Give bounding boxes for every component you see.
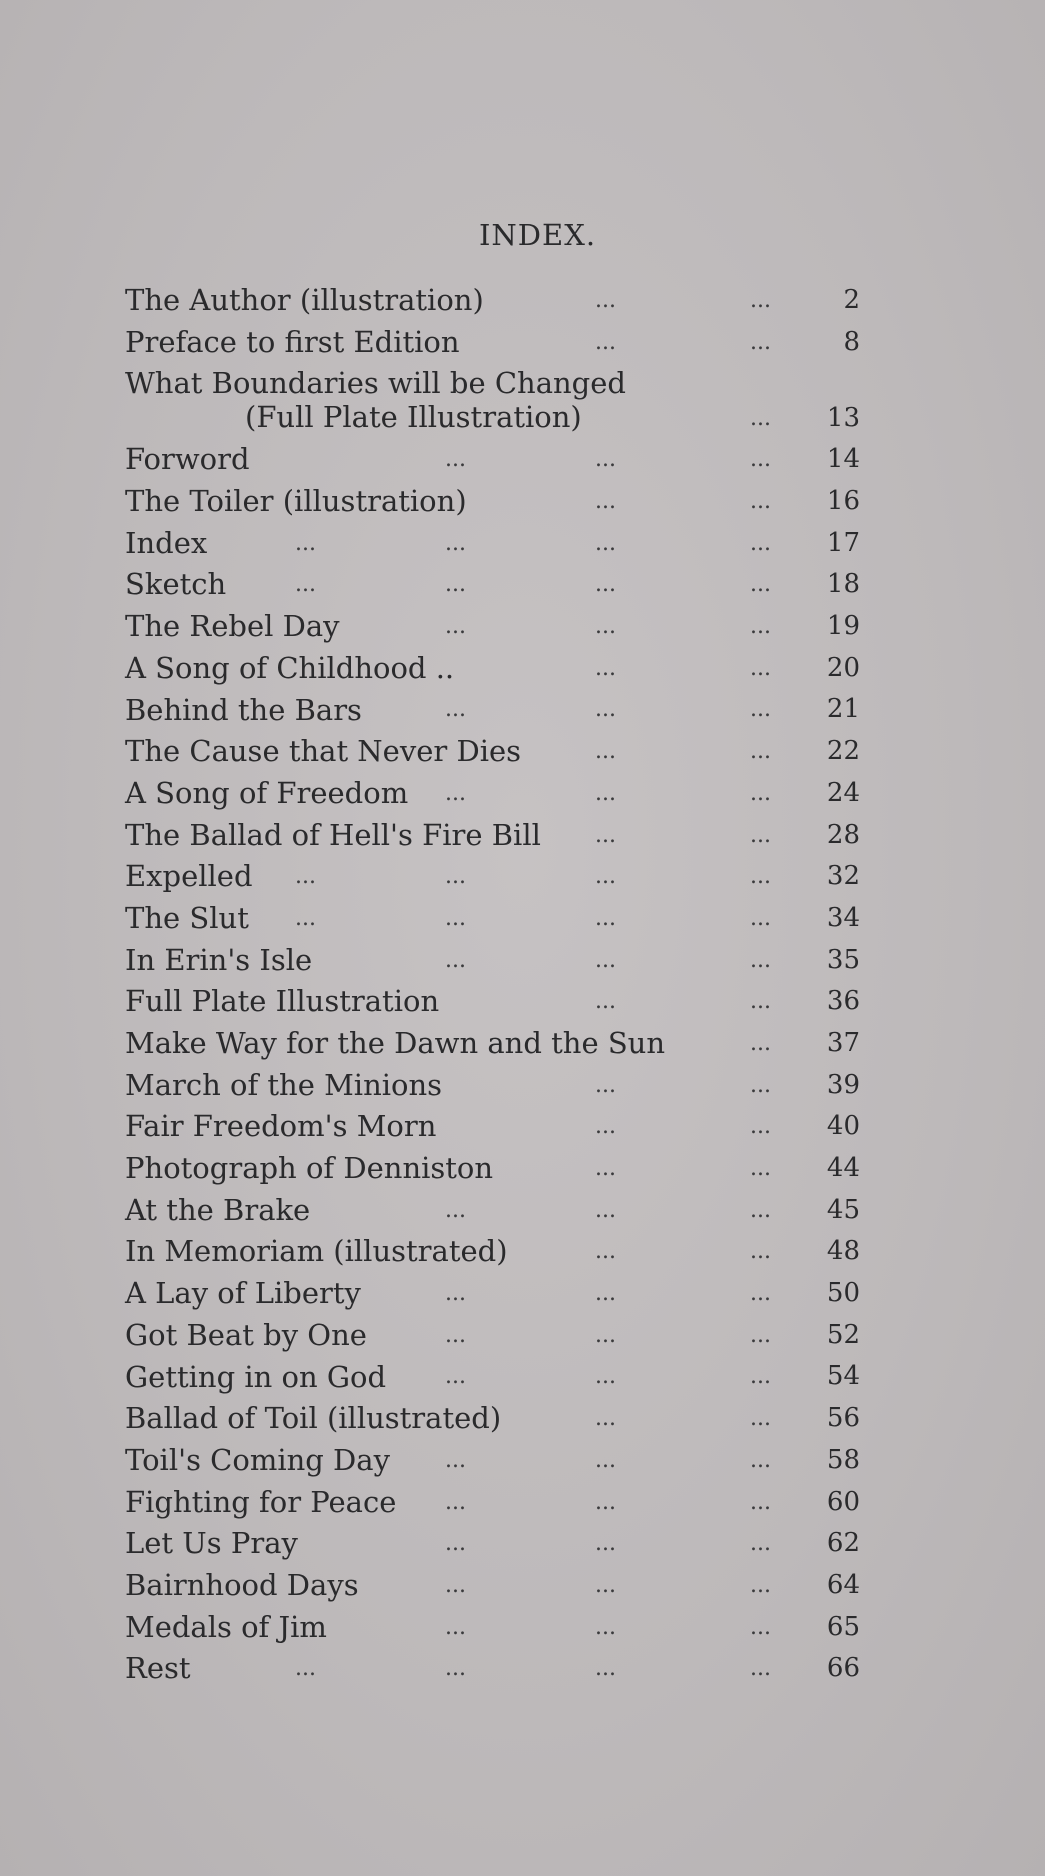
entry-title-text: Medals of Jim — [125, 1609, 327, 1644]
leader-dots: ... — [595, 530, 616, 556]
entry-title-text: Got Beat by One — [125, 1317, 367, 1352]
entry-title-text: At the Brake — [125, 1192, 311, 1227]
leader-dots: ... — [595, 1156, 616, 1182]
entry-title-text: Toil's Coming Day — [125, 1442, 390, 1477]
entry-title — [125, 731, 521, 773]
entry-title-text: What Boundaries will be Changed — [125, 366, 626, 401]
entry-title-text: Full Plate Illustration — [125, 984, 440, 1019]
leader-dots: ... — [595, 1281, 616, 1307]
leader-dots: ... — [595, 905, 616, 931]
leader-dots: ... — [445, 947, 466, 973]
page-number: 45 — [826, 1194, 860, 1225]
entry-title — [125, 1648, 191, 1690]
index-entry — [125, 1482, 860, 1524]
leader-dots: ... — [750, 1531, 771, 1557]
entry-title — [125, 1106, 436, 1148]
leader-dots: ... — [445, 614, 466, 640]
entry-title-text: Make Way for the Dawn and the Sun — [125, 1026, 666, 1060]
page-number: 48 — [826, 1236, 860, 1267]
leader-dots: ... — [750, 1239, 771, 1265]
entry-title-text: The Ballad of Hell's Fire Bill — [125, 817, 541, 852]
entry-subtitle: (Full Plate Illustration) — [245, 400, 582, 435]
leader-dots: ... — [445, 1531, 466, 1557]
page-number: 64 — [826, 1569, 860, 1600]
index-entry — [125, 523, 860, 565]
leader-dots: ... — [445, 864, 466, 890]
leader-dots: ... — [750, 739, 771, 765]
leader-dots: ... — [445, 530, 466, 556]
leader-dots: ... — [595, 1114, 616, 1140]
leader-dots: ... — [595, 1447, 616, 1473]
entry-title — [125, 1315, 367, 1357]
entry-title-text: The Author (illustration) — [125, 283, 484, 317]
entry-title — [125, 280, 484, 322]
index-entry — [125, 1148, 860, 1190]
leader-dots: ... — [750, 780, 771, 806]
page-number: 36 — [826, 986, 860, 1017]
leader-dots: ... — [595, 1072, 616, 1098]
leader-dots: ... — [295, 864, 316, 890]
leader-dots: ... — [750, 1614, 771, 1640]
entry-title-text: A Lay of Liberty — [125, 1276, 361, 1311]
entry-title-text: Getting in on God — [125, 1359, 387, 1394]
page-number: 18 — [826, 569, 860, 600]
leader-dots: ... — [750, 1114, 771, 1140]
index-entry — [125, 898, 860, 940]
leader-dots: ... — [750, 405, 771, 431]
leader-dots: ... — [750, 1197, 771, 1223]
leader-dots: ... — [750, 572, 771, 598]
index-entry — [125, 1440, 860, 1482]
leader-dots: ... — [595, 614, 616, 640]
entry-title-text: The Rebel Day — [125, 609, 340, 644]
page-number: 14 — [826, 444, 860, 475]
index-entry — [125, 1231, 860, 1273]
leader-dots: ... — [750, 1406, 771, 1432]
index-entry — [125, 481, 860, 523]
entry-title — [125, 523, 207, 565]
entry-title-text: The Slut — [125, 900, 249, 935]
page-number: 35 — [826, 944, 860, 975]
leader-dots: ... — [750, 947, 771, 973]
leader-dots: ... — [750, 1656, 771, 1682]
entry-title — [125, 898, 249, 940]
leader-dots: ... — [750, 1322, 771, 1348]
page-number: 17 — [826, 527, 860, 558]
leader-dots: ... — [445, 1364, 466, 1390]
index-entry — [125, 981, 860, 1023]
index-entry — [125, 773, 860, 815]
leader-dots: ... — [750, 447, 771, 473]
leader-dots: ... — [750, 287, 771, 313]
entry-title — [125, 1482, 396, 1524]
leader-dots: ... — [595, 1489, 616, 1515]
page-number: 16 — [826, 486, 860, 517]
index-entry — [125, 731, 860, 773]
leader-dots: ... — [295, 530, 316, 556]
leader-dots: ... — [595, 739, 616, 765]
entry-title-text: Let Us Pray — [125, 1526, 298, 1561]
index-entry — [125, 1357, 860, 1399]
entry-title-text: Fair Freedom's Morn — [125, 1109, 437, 1144]
index-entry — [125, 322, 860, 364]
page-number: 40 — [826, 1111, 860, 1142]
leader-dots: ... — [445, 572, 466, 598]
page-number: 8 — [843, 326, 860, 357]
leader-dots: ... — [445, 905, 466, 931]
entry-title-text: Behind the Bars — [125, 692, 362, 727]
leader-dots: ... — [295, 572, 316, 598]
leader-dots: ... — [595, 1239, 616, 1265]
page-number: 58 — [826, 1444, 860, 1475]
leader-dots: ... — [445, 447, 466, 473]
leader-dots: ... — [750, 1281, 771, 1307]
leader-dots: ... — [750, 1572, 771, 1598]
entry-title — [125, 1023, 665, 1065]
entry-title-text: The Toiler (illustration) — [125, 484, 467, 519]
page-number: 39 — [826, 1069, 860, 1100]
leader-dots: ... — [295, 1656, 316, 1682]
leader-dots: ... — [750, 864, 771, 890]
leader-dots: ... — [595, 1197, 616, 1223]
leader-dots: ... — [595, 780, 616, 806]
leader-dots: ... — [595, 1572, 616, 1598]
index-entry — [125, 1398, 860, 1440]
index-entry — [125, 1023, 860, 1065]
page-number: 21 — [826, 694, 860, 725]
index-entry — [125, 363, 860, 439]
entry-title — [125, 1398, 501, 1440]
entry-title — [125, 1523, 298, 1565]
entry-title — [125, 366, 626, 434]
leader-dots: ... — [750, 1447, 771, 1473]
leader-dots: ... — [750, 614, 771, 640]
page-number: 34 — [826, 902, 860, 933]
index-entry — [125, 280, 860, 322]
index-entry — [125, 1190, 860, 1232]
page-title: INDEX. — [478, 218, 597, 252]
leader-dots: ... — [445, 1322, 466, 1348]
leader-dots: ... — [595, 329, 616, 355]
index-entry — [125, 1565, 860, 1607]
index-entry — [125, 564, 860, 606]
entry-title-text: Expelled — [125, 859, 253, 894]
entry-title — [125, 439, 250, 481]
leader-dots: ... — [445, 780, 466, 806]
index-list — [125, 280, 860, 1690]
leader-dots: ... — [750, 489, 771, 515]
index-entry — [125, 1523, 860, 1565]
leader-dots: ... — [595, 1322, 616, 1348]
entry-title-text: Bairnhood Days — [125, 1567, 359, 1602]
entry-title-text: Rest — [125, 1651, 191, 1686]
leader-dots: ... — [750, 1030, 771, 1056]
leader-dots: ... — [445, 697, 466, 723]
entry-title — [125, 690, 362, 732]
index-entry — [125, 1273, 860, 1315]
leader-dots: ... — [595, 489, 616, 515]
entry-title-text: Forword — [125, 442, 250, 477]
entry-title — [125, 606, 340, 648]
page-number: 60 — [826, 1486, 860, 1517]
page-number: 13 — [826, 402, 860, 433]
entry-title-text: A Song of Childhood .. — [125, 650, 455, 685]
entry-title — [125, 648, 454, 690]
page-number: 37 — [826, 1027, 860, 1058]
leader-dots: ... — [750, 329, 771, 355]
leader-dots: ... — [595, 287, 616, 313]
leader-dots: ... — [750, 822, 771, 848]
leader-dots: ... — [445, 1197, 466, 1223]
entry-title — [125, 940, 312, 982]
page-number: 44 — [826, 1153, 860, 1184]
leader-dots: ... — [595, 655, 616, 681]
leader-dots: ... — [595, 447, 616, 473]
entry-title — [125, 981, 439, 1023]
index-entry — [125, 439, 860, 481]
leader-dots: ... — [750, 697, 771, 723]
entry-title — [125, 815, 541, 857]
leader-dots: ... — [445, 1489, 466, 1515]
entry-title — [125, 481, 467, 523]
entry-title — [125, 322, 460, 364]
page-number: 24 — [826, 777, 860, 808]
entry-title — [125, 1190, 310, 1232]
entry-title — [125, 1565, 359, 1607]
leader-dots: ... — [445, 1572, 466, 1598]
page-number: 65 — [826, 1611, 860, 1642]
leader-dots: ... — [750, 1156, 771, 1182]
leader-dots: ... — [595, 572, 616, 598]
leader-dots: ... — [595, 1656, 616, 1682]
leader-dots: ... — [595, 1531, 616, 1557]
page-number: 50 — [826, 1278, 860, 1309]
page-number: 19 — [826, 611, 860, 642]
leader-dots: ... — [595, 1406, 616, 1432]
entry-title-text: March of the Minions — [125, 1067, 443, 1102]
index-entry — [125, 1315, 860, 1357]
entry-title — [125, 1231, 508, 1273]
entry-title — [125, 564, 226, 606]
index-entry — [125, 856, 860, 898]
leader-dots: ... — [595, 822, 616, 848]
leader-dots: ... — [445, 1281, 466, 1307]
leader-dots: ... — [445, 1614, 466, 1640]
leader-dots: ... — [445, 1447, 466, 1473]
leader-dots: ... — [750, 1489, 771, 1515]
entry-title — [125, 1148, 493, 1190]
index-entry — [125, 1065, 860, 1107]
leader-dots: ... — [750, 1072, 771, 1098]
entry-title-text: Fighting for Peace — [125, 1484, 397, 1519]
index-entry — [125, 940, 860, 982]
entry-title — [125, 1065, 442, 1107]
entry-title-text: In Erin's Isle — [125, 942, 313, 977]
entry-title — [125, 1440, 390, 1482]
entry-title — [125, 773, 408, 815]
page-number: 20 — [826, 652, 860, 683]
page-number: 28 — [826, 819, 860, 850]
leader-dots: ... — [595, 1614, 616, 1640]
leader-dots: ... — [750, 655, 771, 681]
leader-dots: ... — [595, 1364, 616, 1390]
leader-dots: ... — [750, 530, 771, 556]
entry-title-text: Index — [125, 525, 208, 560]
index-entry — [125, 815, 860, 857]
page-number: 2 — [843, 284, 860, 315]
entry-title-text: Preface to first Edition — [125, 324, 460, 359]
entry-title-text: A Song of Freedom — [125, 775, 409, 810]
leader-dots: ... — [595, 864, 616, 890]
leader-dots: ... — [750, 905, 771, 931]
page-number: 66 — [826, 1653, 860, 1684]
leader-dots: ... — [295, 905, 316, 931]
page-number: 32 — [826, 861, 860, 892]
page-number: 22 — [826, 736, 860, 767]
leader-dots: ... — [595, 947, 616, 973]
page-number: 62 — [826, 1528, 860, 1559]
index-entry — [125, 690, 860, 732]
index-entry — [125, 1106, 860, 1148]
entry-title — [125, 1607, 327, 1649]
leader-dots: ... — [595, 697, 616, 723]
entry-title — [125, 856, 253, 898]
index-entry — [125, 1648, 860, 1690]
page-number: 56 — [826, 1403, 860, 1434]
entry-title — [125, 1357, 386, 1399]
index-entry — [125, 648, 860, 690]
entry-title-text: In Memoriam (illustrated) — [125, 1234, 508, 1269]
entry-title-text: The Cause that Never Dies — [125, 734, 522, 769]
leader-dots: ... — [595, 989, 616, 1015]
entry-title-text: Photograph of Denniston — [125, 1151, 494, 1186]
page-number: 54 — [826, 1361, 860, 1392]
entry-title-text: Ballad of Toil (illustrated) — [125, 1401, 502, 1436]
entry-title — [125, 1273, 361, 1315]
page-number: 52 — [826, 1319, 860, 1350]
entry-title-text: Sketch — [125, 567, 227, 602]
index-entry — [125, 606, 860, 648]
leader-dots: ... — [750, 1364, 771, 1390]
leader-dots: ... — [445, 1656, 466, 1682]
index-entry — [125, 1607, 860, 1649]
leader-dots: ... — [750, 989, 771, 1015]
